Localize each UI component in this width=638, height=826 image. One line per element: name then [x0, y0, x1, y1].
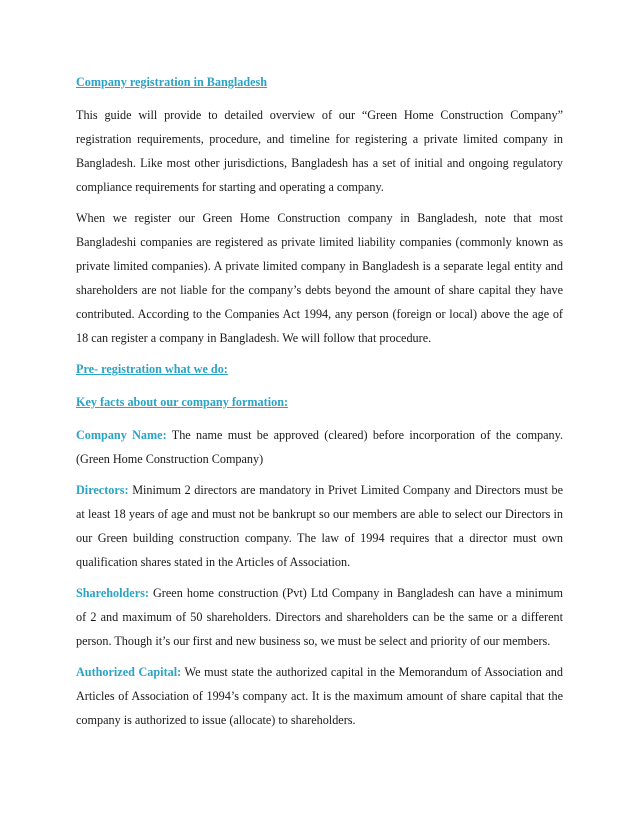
directors-paragraph [76, 478, 563, 574]
directors-label: Directors: [76, 483, 129, 497]
shareholders-label: Shareholders: [76, 586, 149, 600]
shareholders-text: Green home construction (Pvt) Ltd Company in Bangladesh can have a minimum of 2 and maximum of 50 shareholders. Directors and shareholders can be the same or a different person. Though it’s our first and new business so, we must be select and priority of our members. [76, 586, 563, 648]
company-name-text: The name must be approved (cleared) before incorporation of the company. (Green Home Construction Company) [76, 428, 563, 466]
heading-pre-registration: Pre- registration what we do: [76, 362, 228, 376]
authorized-capital-paragraph [76, 660, 563, 732]
company-name-label: Company Name: [76, 428, 167, 442]
heading-company-registration: Company registration in Bangladesh [76, 75, 268, 89]
heading-key-facts: Key facts about our company formation: [76, 395, 289, 409]
registration-paragraph: When we register our Green Home Construction company in Bangladesh, note that most Bangladeshi companies are registered as private limited liability companies (commonly known as private limited companies). A private limited company in Bangladesh is a separate legal entity and shareholders are not liable for the company’s debts beyond the amount of share capital they have contributed. According to the Companies Act 1994, any person (foreign or local) above the age of 18 can register a company in Bangladesh. We will follow that procedure. [76, 211, 563, 345]
authorized-capital-label: Authorized Capital: [76, 665, 182, 679]
authorized-capital-text: We must state the authorized capital in the Memorandum of Association and Articles of Association of 1994’s company act. It is the maximum amount of share capital that the company is authorized to issue (allocate) to shareholders. [76, 665, 563, 727]
company-name-paragraph [76, 423, 563, 471]
directors-text: Minimum 2 directors are mandatory in Privet Limited Company and Directors must be at least 18 years of age and must not be bankrupt so our members are able to select our Directors in our Green building construction company. The law of 1994 requires that a director must own qualification shares stated in the Articles of Association. [76, 483, 563, 569]
shareholders-paragraph [76, 581, 563, 653]
document-page [76, 70, 563, 739]
intro-paragraph: This guide will provide to detailed overview of our “Green Home Construction Company” registration requirements, procedure, and timeline for registering a private limited company in Bangladesh. Like most other jurisdictions, Bangladesh has a set of initial and ongoing regulatory compliance requirements for starting and operating a company. [76, 108, 563, 194]
